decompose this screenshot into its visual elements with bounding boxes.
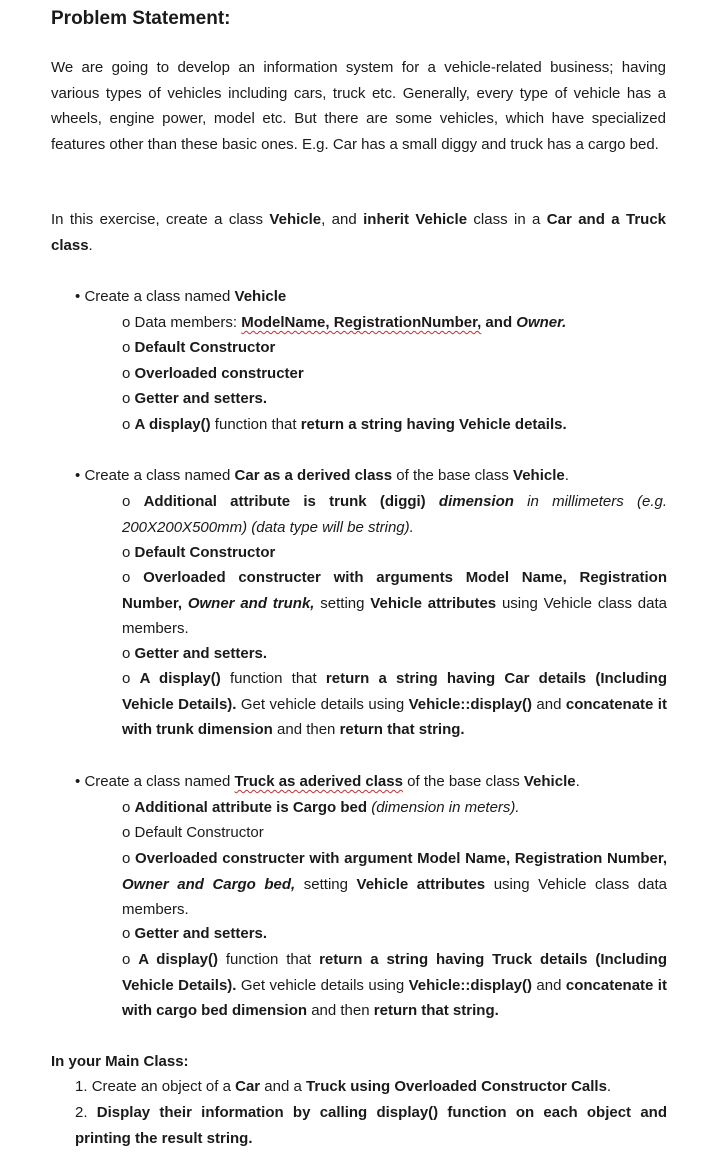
circle-bullet-icon: o (122, 925, 131, 942)
bullet-icon: • (75, 467, 81, 484)
circle-bullet-icon: o (122, 670, 131, 687)
car-display: o A display() function that return a string having Car details (Including Vehicle Details). Get vehicle details using Vehicle::display() and concatenate it with trunk dimension and then return that string. (122, 670, 668, 738)
intro-text: We are going to develop an information system for a vehicle-related business; having various types of vehicles including cars, truck etc. Generally, every type of vehicle has a wheels, engine power, model etc. But there are some vehicles, which have specialized features other than these basic ones. E.g. Car has a small diggy and truck has a cargo bed. (51, 59, 666, 153)
vehicle-overloaded-constructor: o Overloaded constructer (122, 365, 304, 382)
circle-bullet-icon: o (122, 544, 131, 561)
car-trunk-attribute: o Additional attribute is trunk (diggi) dimension in millimeters (e.g. 200X200X500mm) (data type will be string). (122, 493, 668, 536)
truck-display: o A display() function that return a string having Truck details (Including Vehicle Details). Get vehicle details using Vehicle::display() and concatenate it with cargo bed dimension and then return that string. (122, 951, 668, 1019)
circle-bullet-icon: o (122, 645, 131, 662)
truck-cargo-attribute: o Additional attribute is Cargo bed (dimension in meters). (122, 799, 520, 816)
car-default-constructor: o Default Constructor (122, 544, 276, 561)
truck-overloaded-constructor: o Overloaded constructer with argument Model Name, Registration Number, Owner and Cargo bed, setting Vehicle attributes using Vehicle class data members. (122, 850, 668, 918)
truck-getters-setters: o Getter and setters. (122, 925, 268, 942)
circle-bullet-icon: o (122, 339, 131, 356)
circle-bullet-icon: o (122, 314, 131, 331)
vehicle-getters-setters: o Getter and setters. (122, 390, 268, 407)
car-bullet: • Create a class named Car as a derived class of the base class Vehicle. (75, 467, 569, 484)
circle-bullet-icon: o (122, 390, 131, 407)
vehicle-bullet: • Create a class named Vehicle (75, 288, 287, 305)
vehicle-data-members: o Data members: ModelName, RegistrationNumber, and Owner. (122, 314, 567, 331)
page-title: Problem Statement: (51, 8, 231, 29)
main-class-heading: In your Main Class: (51, 1053, 189, 1070)
vehicle-display: o A display() function that return a string having Vehicle details. (122, 416, 567, 433)
circle-bullet-icon: o (122, 569, 131, 586)
vehicle-default-constructor: o Default Constructor (122, 339, 276, 356)
intro-paragraph (51, 55, 666, 157)
circle-bullet-icon: o (122, 850, 131, 867)
bullet-icon: • (75, 288, 81, 305)
bullet-icon: • (75, 773, 81, 790)
truck-bullet: • Create a class named Truck as aderived class of the base class Vehicle. (75, 773, 580, 790)
circle-bullet-icon: o (122, 493, 131, 510)
truck-default-constructor: o Default Constructor (122, 824, 264, 841)
main-step-1: 1. Create an object of a Car and a Truck using Overloaded Constructor Calls. (75, 1078, 612, 1095)
exercise-paragraph: In this exercise, create a class Vehicle, and inherit Vehicle class in a Car and a Truck class. (51, 211, 667, 254)
circle-bullet-icon: o (122, 799, 131, 816)
circle-bullet-icon: o (122, 824, 131, 841)
circle-bullet-icon: o (122, 416, 131, 433)
car-overloaded-constructor: o Overloaded constructer with arguments Model Name, Registration Number, Owner and trunk, setting Vehicle attributes using Vehicle class data members. (122, 569, 667, 637)
main-step-2: 2. Display their information by calling display() function on each object and printing the result string. (75, 1104, 667, 1147)
circle-bullet-icon: o (122, 951, 131, 968)
car-getters-setters: o Getter and setters. (122, 645, 268, 662)
circle-bullet-icon: o (122, 365, 131, 382)
